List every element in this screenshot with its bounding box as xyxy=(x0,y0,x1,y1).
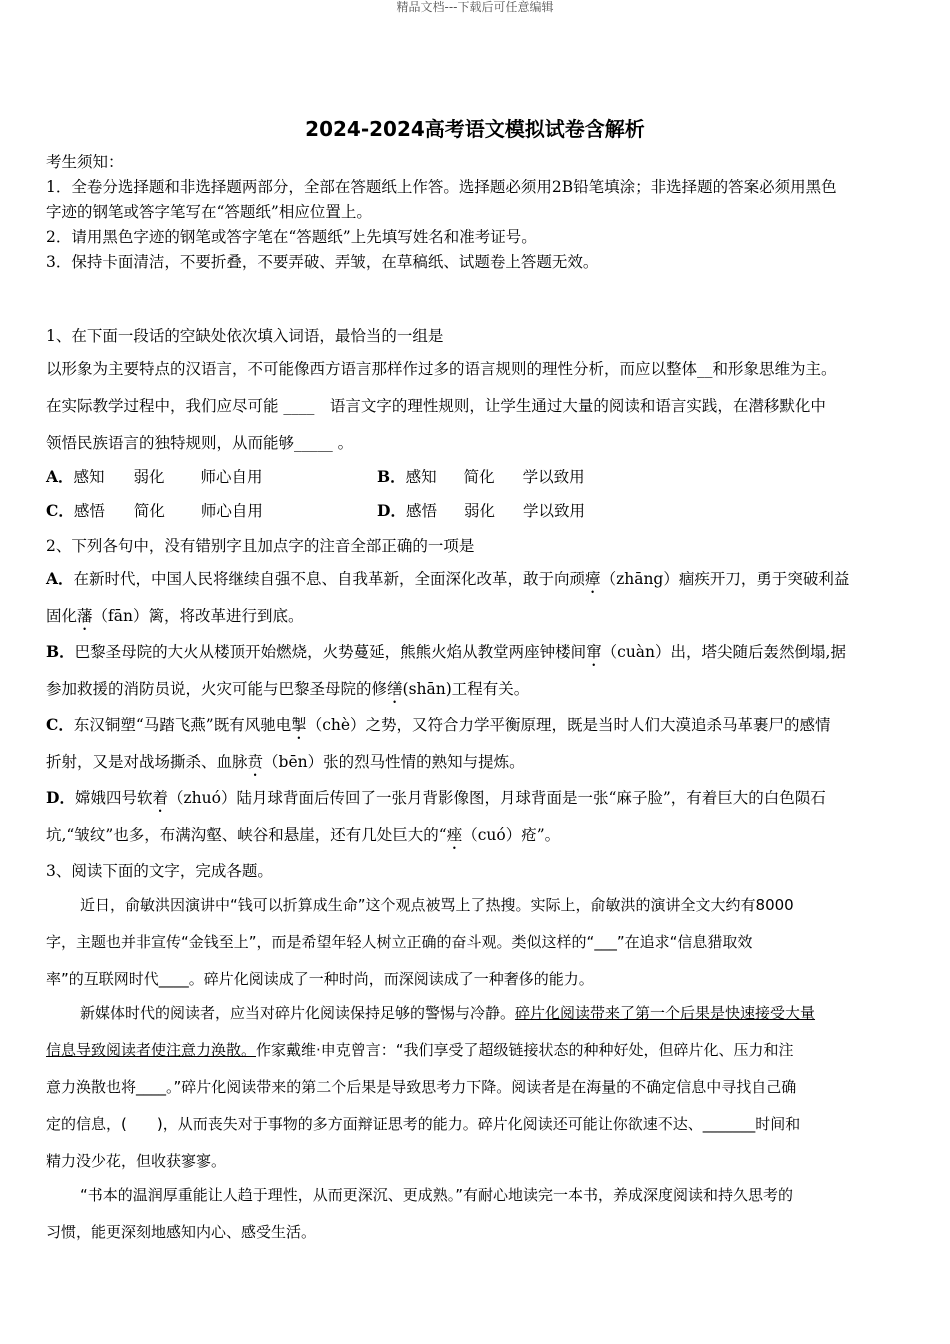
q2-option-b-line-2: 参加救援的消防员说，火灾可能与巴黎圣母院的修缮(shān)工程有关。 xyxy=(46,680,530,698)
q3-para-2-line-2: 信息导致阅读者使注意力涣散。作家戴维·申克曾言：“我们享受了超级链接状态的种种好处，但碎片化、压力和注 xyxy=(46,1041,794,1059)
q1-option-a: A．感知 弱化 师心自用 xyxy=(46,467,263,486)
q1-option-c: C．感悟 简化 师心自用 xyxy=(46,501,263,520)
q1-option-d: D．感悟 弱化 学以致用 xyxy=(377,501,585,520)
q3-para-3-line-1: “书本的温润厚重能让人趋于理性，从而更深沉、更成熟。”有耐心地读完一本书，养成深度阅读和持久思考的 xyxy=(80,1186,794,1204)
q2-option-a-line-2: 固化藩（fān）篱，将改革进行到底。 xyxy=(46,607,304,625)
q3-para-1-line-3: 率”的互联网时代____。碎片化阅读成了一种时尚，而深阅读成了一种奢侈的能力。 xyxy=(46,970,594,988)
q3-para-2-line-1: 新媒体时代的阅读者，应当对碎片化阅读保持足够的警惕与冷静。碎片化阅读带来了第一个后果是快速接受大量 xyxy=(80,1004,816,1022)
q3-para-1-line-1: 近日，俞敏洪因演讲中“钱可以折算成生命”这个观点被骂上了热搜。实际上，俞敏洪的演讲全文大约有8000 xyxy=(80,896,794,914)
q1-passage-line-3: 领悟民族语言的独特规则，从而能够_____ 。 xyxy=(46,434,354,452)
q3-para-3-line-2: 习惯，能更深刻地感知内心、感受生活。 xyxy=(46,1223,317,1241)
q2-option-b-line-1: B．巴黎圣母院的大火从楼顶开始燃烧，火势蔓延，熊熊火焰从教堂两座钟楼间窜（cuàn）出，塔尖随后轰然倒塌,据 xyxy=(46,642,846,661)
q2-stem: 2、下列各句中，没有错别字且加点字的注音全部正确的一项是 xyxy=(46,537,475,555)
q2-option-d-line-2: 坑,“皱纹”也多，布满沟壑、峡谷和悬崖，还有几处巨大的“痤（cuó）疮”。 xyxy=(46,826,561,844)
q3-para-2-line-4: 定的信息，( )，从而丧失对于事物的多方面辩证思考的能力。碎片化阅读还可能让你欲速不达、_______时间和 xyxy=(46,1115,801,1133)
q1-passage-line-1: 以形象为主要特点的汉语言，不可能像西方语言那样作过多的语言规则的理性分析，而应以整体__和形象思维为主。 xyxy=(46,360,837,378)
notice-heading: 考生须知： xyxy=(46,153,124,171)
q2-option-a-line-1: A．在新时代，中国人民将继续自强不息、自我革新，全面深化改革，敢于向顽瘴（zhāng）痼疾开刀，勇于突破利益 xyxy=(46,569,850,588)
q2-option-c-line-1: C．东汉铜塑“马踏飞燕”既有风驰电掣（chè）之势，又符合力学平衡原理，既是当时人们大漠追杀马革裹尸的感情 xyxy=(46,715,831,734)
q2-option-c-line-2: 折射，又是对战场撕杀、血脉贲（bēn）张的烈马性情的熟知与提炼。 xyxy=(46,753,525,771)
notice-line-2: 字迹的钢笔或答字笔写在“答题纸”相应位置上。 xyxy=(46,203,372,221)
q1-passage-line-2: 在实际教学过程中，我们应尽可能 ____ 语言文字的理性规则，让学生通过大量的阅读和语言实践，在潜移默化中 xyxy=(46,397,826,415)
underlined-sentence-cont: 信息导致阅读者使注意力涣散。 xyxy=(46,1041,257,1059)
notice-line-3: 2．请用黑色字迹的钢笔或答字笔在“答题纸”上先填写姓名和准考证号。 xyxy=(46,228,537,246)
q3-stem: 3、阅读下面的文字，完成各题。 xyxy=(46,862,273,880)
q3-para-2-line-5: 精力没少花，但收获寥寥。 xyxy=(46,1152,227,1170)
document-title: 2024-2024高考语文模拟试卷含解析 xyxy=(305,117,645,141)
q2-option-d-line-1: D．嫦娥四号软着（zhuó）陆月球背面后传回了一张月背影像图，月球背面是一张“麻子脸”，有着巨大的白色陨石 xyxy=(46,788,826,807)
q3-para-2-line-3: 意力涣散也将____。”碎片化阅读带来的第二个后果是导致思考力下降。阅读者是在海量的不确定信息中寻找自己确 xyxy=(46,1078,797,1096)
page-header: 精品文档---下载后可任意编辑 xyxy=(396,0,554,14)
q1-stem: 1、在下面一段话的空缺处依次填入词语，最恰当的一组是 xyxy=(46,327,444,345)
q1-option-b: B．感知 简化 学以致用 xyxy=(377,467,585,486)
q3-para-1-line-2: 字，主题也并非宣传“金钱至上”，而是希望年轻人树立正确的奋斗观。类似这样的“___”在追求“信息猎取效 xyxy=(46,933,753,951)
notice-line-4: 3．保持卡面清洁，不要折叠，不要弄破、弄皱，在草稿纸、试题卷上答题无效。 xyxy=(46,253,599,271)
underlined-sentence: 碎片化阅读带来了第一个后果是快速接受大量 xyxy=(515,1004,816,1022)
notice-line-1: 1．全卷分选择题和非选择题两部分，全部在答题纸上作答。选择题必须用2B铅笔填涂；非选择题的答案必须用黑色 xyxy=(46,178,837,196)
